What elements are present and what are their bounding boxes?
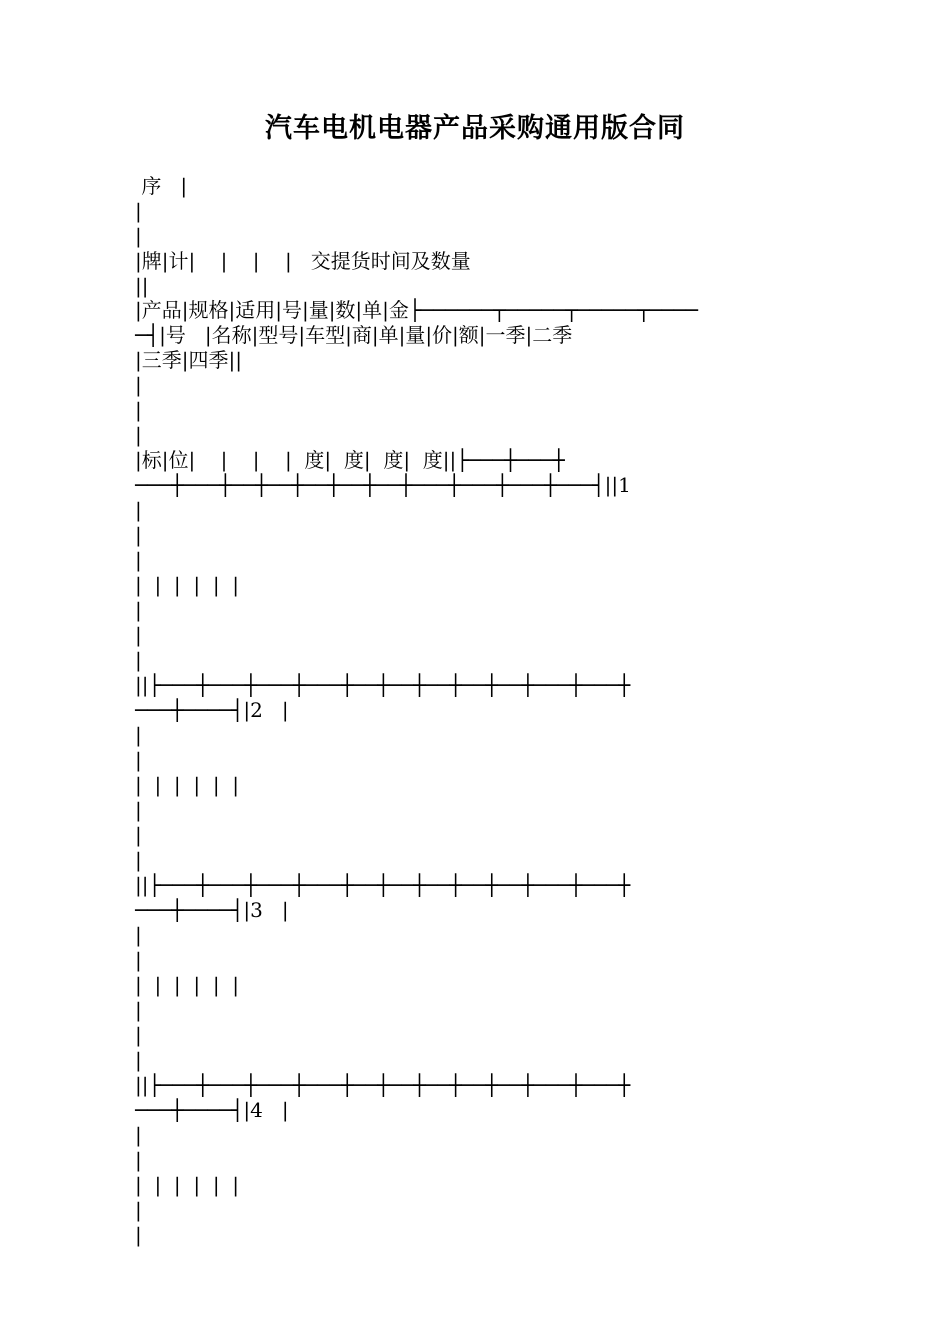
text-line: | xyxy=(135,748,142,772)
text-line: | | | | | | xyxy=(135,1173,240,1197)
text-line: | xyxy=(135,923,142,947)
text-line: | xyxy=(135,423,142,447)
text-line: | xyxy=(135,1223,142,1247)
text-line: ───┼────┤|2 | xyxy=(135,698,289,722)
text-line: | xyxy=(135,523,142,547)
text-line: ───┼───┼──┼──┼──┼──┼──┼───┼───┼───┼───┤||1 xyxy=(135,473,631,497)
text-line: 序 | xyxy=(135,174,188,198)
text-line: | xyxy=(135,948,142,972)
document-title: 汽车电机电器产品采购通用版合同 xyxy=(265,113,685,144)
text-line: ─┤|号 |名称|型号|车型|商|单|量|价|额|一季|二季 xyxy=(135,323,573,347)
text-line: |标|位| | | | 度| 度| 度| 度||├───┼───┼ xyxy=(135,448,565,472)
text-line: | xyxy=(135,498,142,522)
text-line: | xyxy=(135,598,142,622)
text-line: | xyxy=(135,199,142,223)
text-line: | xyxy=(135,798,142,822)
text-line: | xyxy=(135,1198,142,1222)
text-line: | xyxy=(135,823,142,847)
text-line: ───┼────┤|4 | xyxy=(135,1098,289,1122)
text-line: | xyxy=(135,998,142,1022)
text-line: | xyxy=(135,648,142,672)
text-line: |三季|四季|| xyxy=(135,348,242,372)
text-line: ───┼────┤|3 | xyxy=(135,898,289,922)
text-line: | xyxy=(135,398,142,422)
text-line: | xyxy=(135,1148,142,1172)
text-line: | xyxy=(135,224,142,248)
text-line: | xyxy=(135,1023,142,1047)
text-line: | | | | | | xyxy=(135,773,240,797)
text-line: ||├───┼───┼───┼───┼──┼──┼──┼──┼──┼───┼───┼ xyxy=(135,1073,631,1097)
text-line: | xyxy=(135,1048,142,1072)
text-line: |产品|规格|适用|号|量|数|单|金├──────┬─────┬─────┬──── xyxy=(135,298,698,322)
text-line: |牌|计| | | | 交提货时间及数量 xyxy=(135,249,471,273)
text-line: | xyxy=(135,373,142,397)
text-line: | xyxy=(135,548,142,572)
text-line: | | | | | | xyxy=(135,973,240,997)
text-line: || xyxy=(135,274,149,298)
text-line: | | | | | | xyxy=(135,573,240,597)
text-line: ||├───┼───┼───┼───┼──┼──┼──┼──┼──┼───┼───┼ xyxy=(135,673,631,697)
text-line: | xyxy=(135,723,142,747)
text-line: | xyxy=(135,623,142,647)
text-line: | xyxy=(135,1123,142,1147)
text-line: | xyxy=(135,848,142,872)
text-line: ||├───┼───┼───┼───┼──┼──┼──┼──┼──┼───┼───┼ xyxy=(135,873,631,897)
